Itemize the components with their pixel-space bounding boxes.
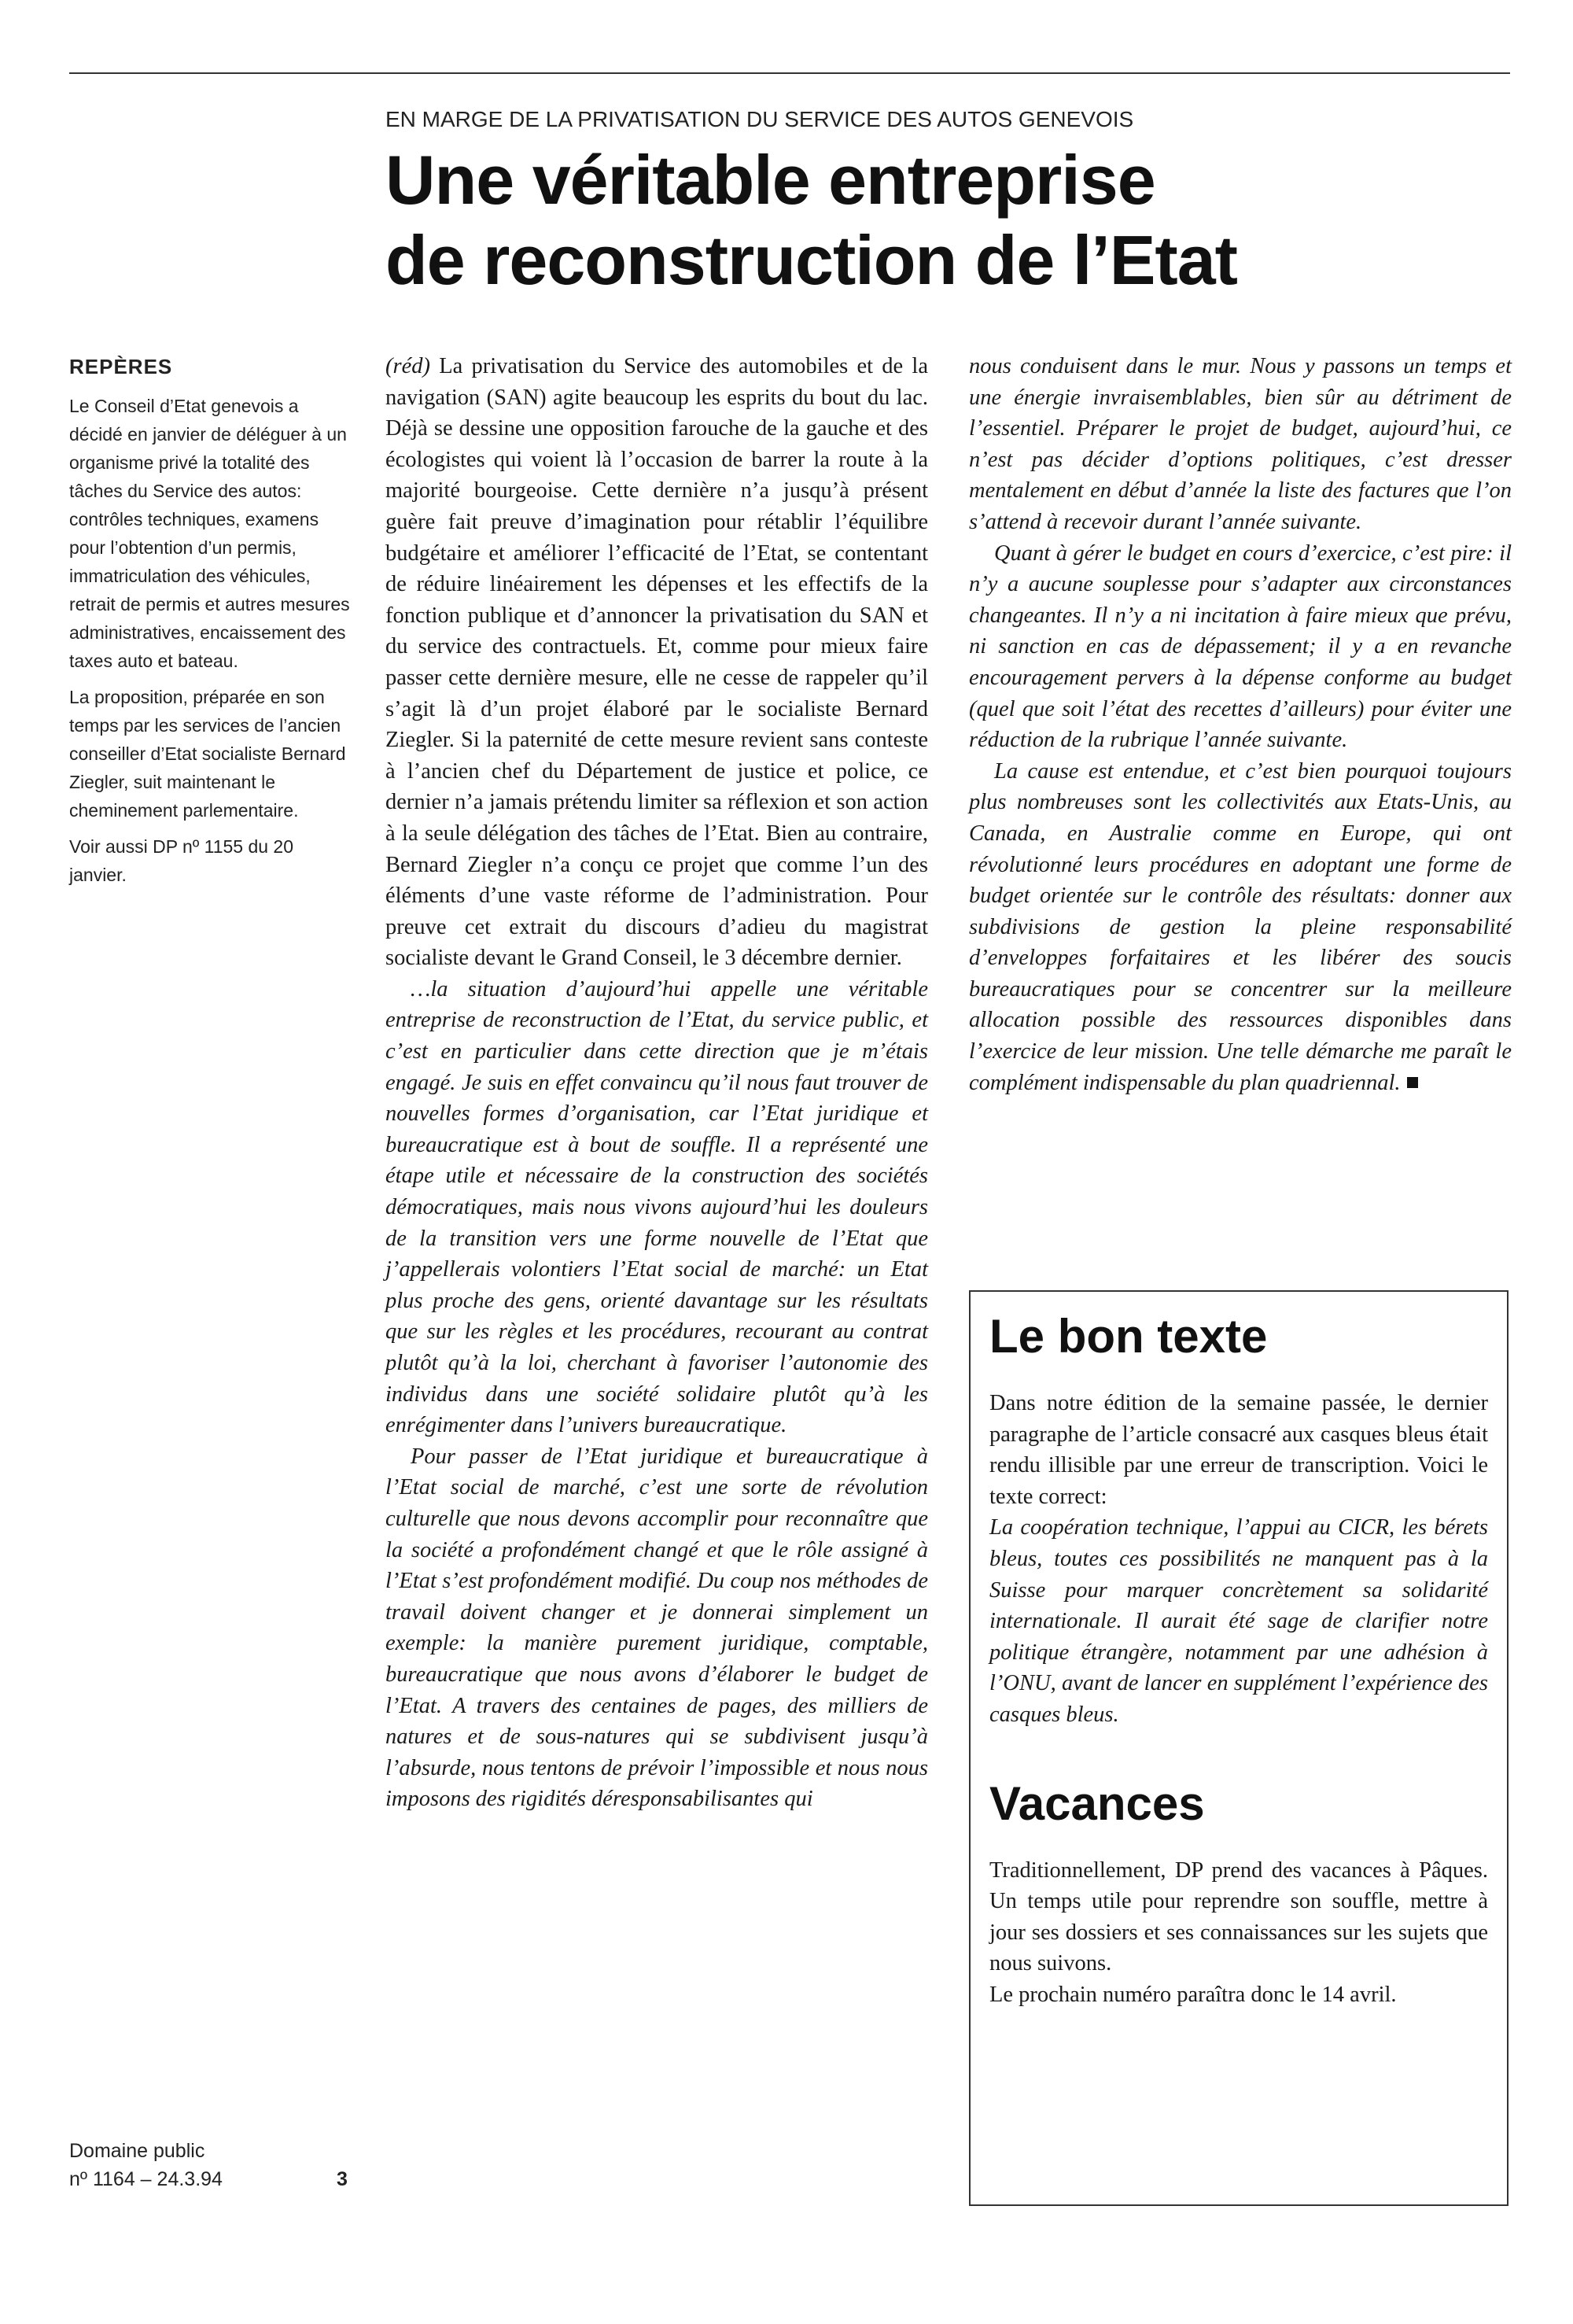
publication-name: Domaine public [69, 2140, 205, 2162]
article-title-line-1: Une véritable entreprise [385, 141, 1155, 219]
article-column-1 [385, 351, 928, 1815]
quote-paragraph-text: La cause est entendue, et c’est bien pourquoi toujours plus nombreuses sont les collectivités aux Etats-Unis, au Canada, en Australie comme en Europe, qui ont révolutionné leurs procédures en adoptant une forme de budget orientée sur le contrôle des résultats: donner aux subdivisions de gestion la pleine responsabilité d’enveloppes forfaitaires et les libérer des soucis bureaucratiques pour se concentrer sur la meilleure allocation possible des ressources disponibles dans l’exercice de leur mission. Une telle démarche me paraît le complément indispensable du plan quadriennal. [969, 758, 1512, 1095]
reperes-paragraph: Voir aussi DP nº 1155 du 20 janvier. [69, 836, 294, 885]
top-rule [69, 72, 1510, 74]
bon-texte-heading: Le bon texte [989, 1310, 1268, 1363]
bon-texte-correction: La coopération technique, l’appui au CICR, les bérets bleus, toutes ces possibilités ne manquent pas à la Suisse pour marquer concrètement sa solidarité internationale. Il aurait été sage de clarifier notre politique étrangère, notamment par une adhésion à l’ONU, avant de lancer en supplément l’expérience des casques bleus. [989, 1515, 1488, 1727]
end-of-article-mark [1407, 1077, 1418, 1088]
article-column-2 [969, 351, 1512, 1098]
article-title [385, 140, 1237, 301]
vacances-text: Traditionnellement, DP prend des vacances à Pâques. Un temps utile pour reprendre son souffle, mettre à jour ses dossiers et ses connaissances sur les sujets que nous suivons. [989, 1857, 1488, 1976]
quote-paragraph: Pour passer de l’Etat juridique et bureaucratique à l’Etat social de marché, c’est une sorte de révolution culturelle que nous devons accomplir pour reconnaître que la société a profondément changé et que le rôle assigné à l’Etat s’est profondément modifié. Du coup nos méthodes de travail doivent changer et je donnerai simplement un exemple: la manière purement juridique, comptable, bureaucratique que nous avons d’élaborer le budget de l’Etat. A travers des centaines de pages, des milliers de natures et de sous-natures qui se subdivisent jusqu’à l’absurde, nous tentons de prévoir l’impossible et nous nous imposons des rigidités déresponsabilisantes qui [385, 1444, 928, 1812]
quote-paragraph: Quant à gérer le budget en cours d’exercice, c’est pire: il n’y a aucune souplesse pour s’adapter aux circonstances changeantes. Il n’y a ni incitation à faire mieux que prévu, ni sanction en cas de dépassement; il y a en revanche encouragement pervers à la dépense conforme au budget (quel que soit l’état des recettes d’ailleurs) pour éviter une réduction de la rubrique l’année suivante. [969, 540, 1512, 753]
body-paragraph-text: La privatisation du Service des automobiles et de la navigation (SAN) agite beaucoup les esprits du bout du lac. Déjà se dessine une opposition farouche de la gauche et des écologistes qui voient là l’occasion de barrer la route à la majorité bourgeoise. Cette dernière n’a jusqu’à présent guère fait preuve d’imagination pour rétablir l’équilibre budgétaire et améliorer l’efficacité de l’Etat, se contentant de réduire linéairement les dépenses et les effectifs de la fonction publique et d’annoncer la privatisation du SAN et du service des contractuels. Et, comme pour mieux faire passer cette dernière mesure, elle ne cesse de rappeler qu’il s’agit là d’un projet élaboré par le socialiste Bernard Ziegler. Si la paternité de cette mesure revient sans conteste à l’ancien chef du Département de justice et police, ce dernier n’a jamais prétendu limiter sa réflexion et son action à la seule délégation des tâches de l’Etat. Bien au contraire, Bernard Ziegler n’a conçu ce projet que comme l’un des éléments d’une vaste réforme de l’administration. Pour preuve cet extrait du discours d’adieu du magistrat socialiste devant le Grand Conseil, le 3 décembre dernier. [385, 354, 928, 971]
quote-paragraph: …la situation d’aujourd’hui appelle une véritable entreprise de reconstruction de l’Etat, du service public, et c’est en particulier dans cette direction que je m’étais engagé. Je suis en effet convaincu qu’il nous faut trouver de nouvelles formes d’organisation, car l’Etat juridique et bureaucratique est à bout de souffle. Il a représenté une étape utile et nécessaire de la construction des sociétés démocratiques, mais nous vivons aujourd’hui les douleurs de la transition vers une forme nouvelle de l’Etat que j’appellerais volontiers l’Etat social de marché: un Etat plus proche des gens, orienté davantage sur les résultats que sur les règles et les procédures, recourant au contrat plutôt qu’à la loi, cherchant à favoriser l’autonomie des individus dans une société solidaire plutôt qu’à les enrégimenter dans l’univers bureaucratique. [385, 976, 928, 1438]
vacances-heading: Vacances [989, 1776, 1205, 1830]
next-issue-text: Le prochain numéro paraîtra donc le 14 avril. [989, 1982, 1397, 2007]
bon-texte-intro: Dans notre édition de la semaine passée, le dernier paragraphe de l’article consacré aux casques bleus était rendu illisible par une erreur de transcription. Voici le texte correct: [989, 1391, 1488, 1509]
quote-paragraph [969, 756, 1512, 1099]
notice-box [969, 1290, 1509, 2206]
body-paragraph [385, 351, 928, 974]
reperes-paragraph: La proposition, préparée en son temps par les services de l’ancien conseiller d’Etat socialiste Bernard Ziegler, suit maintenant le cheminement parlementaire. [69, 687, 346, 821]
page-footer [69, 2137, 352, 2193]
reperes-sidebar [69, 352, 352, 897]
issue-number: nº 1164 – 24.3.94 [69, 2168, 223, 2190]
reperes-heading: REPÈRES [69, 355, 173, 378]
article-title-line-2: de reconstruction de l’Etat [385, 221, 1237, 299]
reperes-paragraph: Le Conseil d’Etat genevois a décidé en janvier de déléguer à un organisme privé la totalité des tâches du Service des autos: contrôles techniques, examens pour l’obtention d’un permis, immatriculation des véhicules, retrait de permis et autres mesures administratives, encaissement des taxes auto et bateau. [69, 396, 350, 671]
quote-paragraph: nous conduisent dans le mur. Nous y passons un temps et une énergie invraisemblables, bien sûr au détriment de l’essentiel. Préparer le projet de budget, aujourd’hui, ce n’est pas décider d’options politiques, c’est dresser mentalement en début d’année la liste des factures que l’on s’attend à recevoir durant l’année suivante. [969, 354, 1512, 534]
page-number: 3 [337, 2168, 348, 2190]
article-kicker: EN MARGE DE LA PRIVATISATION DU SERVICE DES AUTOS GENEVOIS [385, 107, 1134, 131]
editor-tag: (réd) [385, 354, 430, 378]
